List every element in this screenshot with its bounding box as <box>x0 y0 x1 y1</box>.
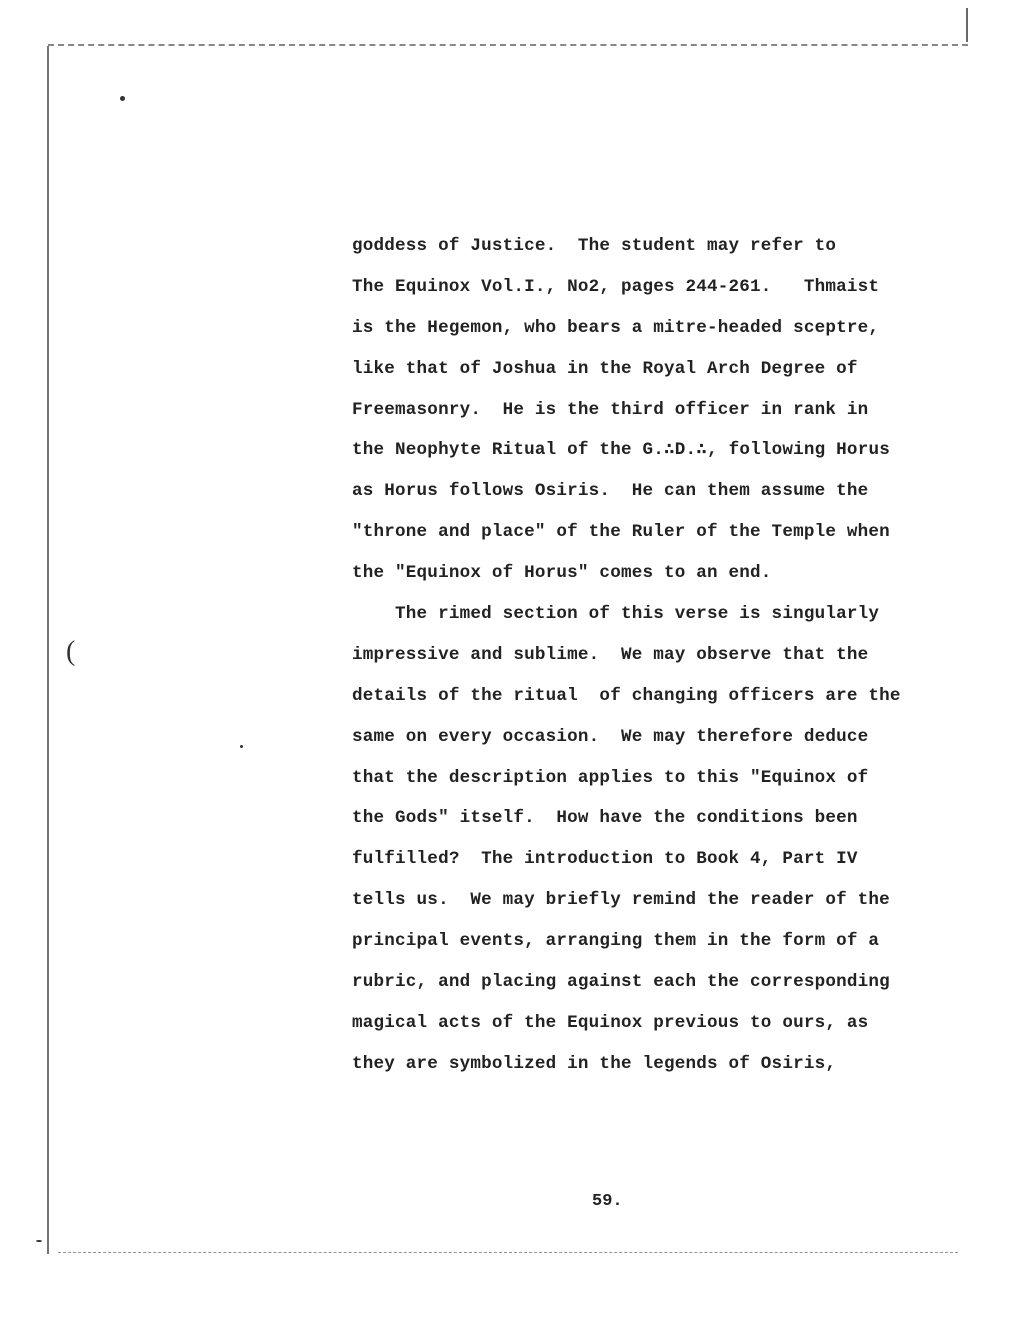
text-line: as Horus follows Osiris. He can them assume the <box>352 481 869 502</box>
scan-speck <box>36 1240 42 1242</box>
body-text <box>352 226 982 1085</box>
text-line: "throne and place" of the Ruler of the Temple when <box>352 522 890 543</box>
text-line: is the Hegemon, who bears a mitre-headed sceptre, <box>352 317 880 338</box>
text-line: same on every occasion. We may therefore deduce <box>352 726 869 747</box>
text-line: like that of Joshua in the Royal Arch Degree of <box>352 358 858 379</box>
text-line: fulfilled? The introduction to Book 4, Part IV <box>352 849 858 870</box>
scan-speck <box>240 745 243 748</box>
margin-mark: ( <box>66 636 76 667</box>
text-line: The rimed section of this verse is singularly <box>352 604 880 625</box>
text-line: magical acts of the Equinox previous to ours, as <box>352 1012 869 1033</box>
text-line: principal events, arranging them in the form of a <box>352 931 880 952</box>
page-number: 59. <box>592 1192 623 1211</box>
text-line: details of the ritual of changing officers are the <box>352 685 901 706</box>
text-line: rubric, and placing against each the corresponding <box>352 972 890 993</box>
text-line: the Neophyte Ritual of the G.∴D.∴, following Horus <box>352 440 890 461</box>
text-line: they are symbolized in the legends of Osiris, <box>352 1053 837 1074</box>
text-line: goddess of Justice. The student may refer to <box>352 236 837 256</box>
text-line: impressive and sublime. We may observe that the <box>352 644 869 665</box>
scan-border-bottom <box>58 1252 958 1253</box>
text-line: the Gods" itself. How have the conditions been <box>352 808 858 829</box>
scan-speck <box>120 96 125 101</box>
scan-border-right-tick <box>966 8 968 42</box>
text-line: that the description applies to this "Equinox of <box>352 767 869 788</box>
text-line: the "Equinox of Horus" comes to an end. <box>352 563 772 584</box>
text-line: Freemasonry. He is the third officer in rank in <box>352 399 869 420</box>
scan-border-top <box>48 44 968 46</box>
text-line: tells us. We may briefly remind the reader of the <box>352 890 890 911</box>
scan-border-left <box>47 46 49 1254</box>
text-line: The Equinox Vol.I., No2, pages 244-261. Thmaist <box>352 276 880 297</box>
